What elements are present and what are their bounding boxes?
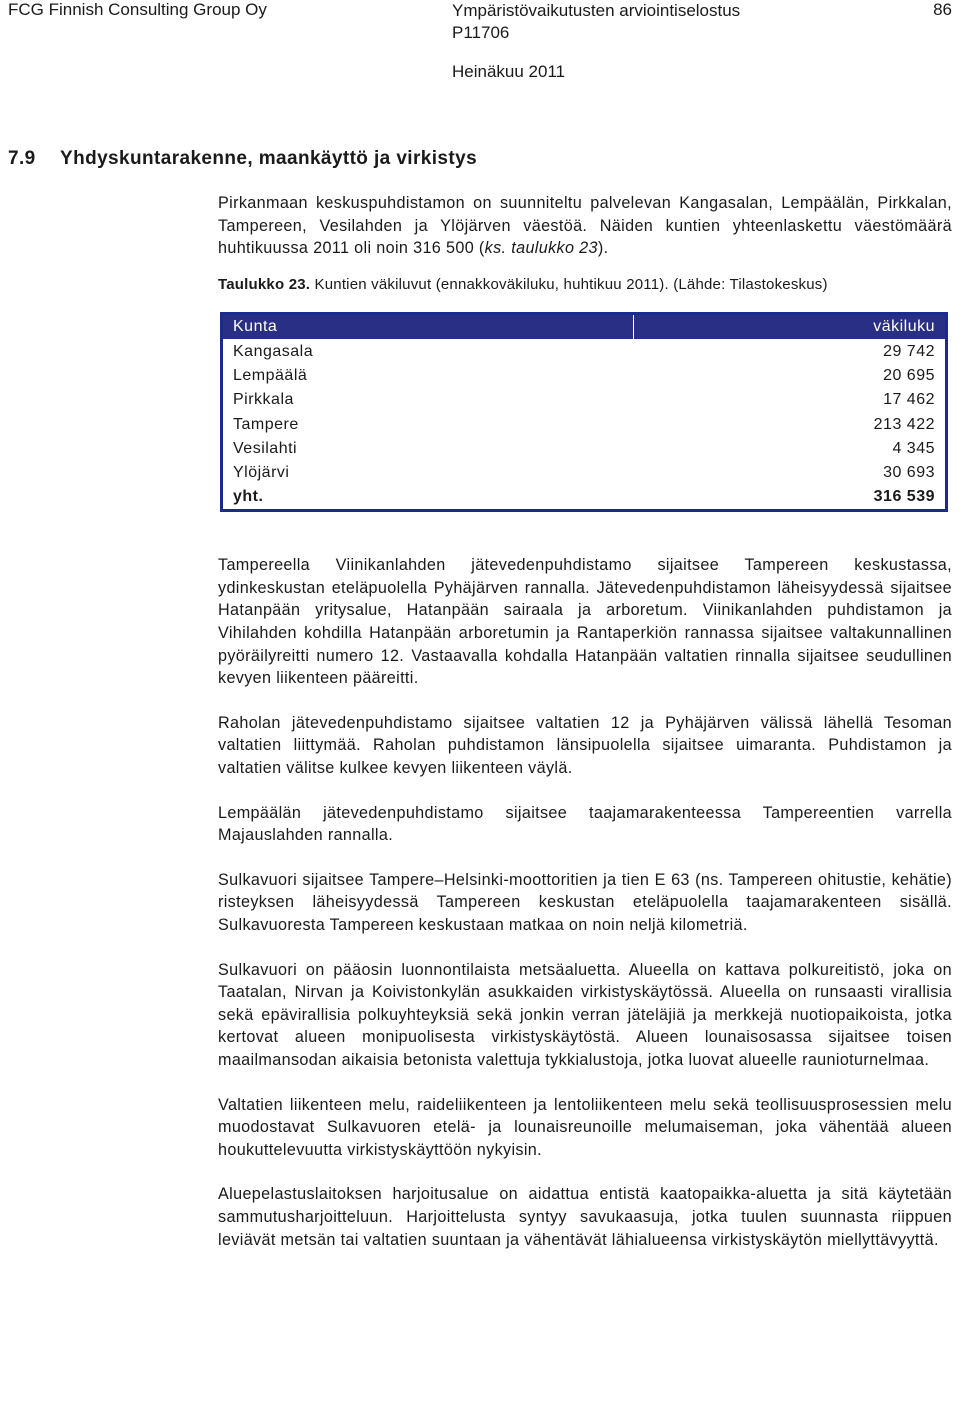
section-number: 7.9: [8, 148, 36, 169]
column-header-kunta: Kunta: [222, 313, 634, 339]
table-header-row: [222, 313, 947, 339]
table-row: [222, 437, 947, 461]
page-number: 86: [933, 0, 952, 19]
page-header: [0, 0, 960, 85]
intro-text: Pirkanmaan keskuspuhdistamon on suunniteltu palvelevan Kangasalan, Lempäälän, Pirkkalan, Tampereen, Vesilahden ja Ylöjärven väestöä. Näiden kuntien yhteenlaskettu väestömäärä huhtikuussa 2011 oli noin 316 500 (: [218, 194, 952, 258]
table-reference-link: ks. taulukko 23: [484, 239, 598, 258]
municipality-cell: Kangasala: [233, 343, 314, 361]
document-title-block: [452, 0, 740, 44]
body-paragraph: Sulkavuori sijaitsee Tampere–Helsinki-moottoritien ja tien E 63 (ns. Tampereen ohitustie, kehätie) risteyksen läheisyydessä Tampereen keskustan eteläpuolella taajamarakenteen sisällä. Sulkavuoresta Tampereen keskustaan matkaa on noin neljä kilometriä.: [218, 870, 952, 934]
municipality-cell: Vesilahti: [233, 439, 298, 457]
municipality-cell: Tampere: [233, 415, 299, 433]
table-caption-label: Taulukko 23.: [218, 275, 311, 293]
municipality-cell: Ylöjärvi: [233, 464, 290, 481]
body-paragraph: Raholan jätevedenpuhdistamo sijaitsee valtatien 12 ja Pyhäjärven välissä lähellä Tesoman valtatien liittymää. Raholan puhdistamon länsipuolella sijaitsee uimaranta. Puhdistamon ja valtatien välitse kulkee kevyen liikenteen väylä.: [218, 713, 952, 778]
intro-paragraph: [218, 192, 952, 260]
population-cell: 4 345: [892, 439, 935, 457]
population-cell: 29 742: [883, 343, 935, 361]
body-paragraph: Aluepelastuslaitoksen harjoitusalue on aidattua entistä kaatopaikka-aluetta ja sitä käytetään sammutusharjoitteluun. Harjoittelusta syntyy savukaasuja, jotka tuulen suunnasta riippuen leviävät metsän tai valtatien suuntaan ja vähentävät lähialueensa virkistyskäytön miellyttävyyttä.: [218, 1185, 952, 1249]
section-title: Yhdyskuntarakenne, maankäyttö ja virkistys: [60, 148, 478, 169]
municipality-cell: Pirkkala: [233, 391, 294, 409]
column-header-vakiluku: väkiluku: [634, 313, 947, 339]
table-row: [222, 364, 947, 388]
body-paragraph: Lempäälän jätevedenpuhdistamo sijaitsee taajamarakenteessa Tampereentien varrella Majauslahden rannalla.: [218, 803, 952, 845]
population-cell: 20 695: [883, 367, 935, 385]
table-caption-text: Kuntien väkiluvut (ennakkoväkiluku, huhtikuu 2011). (Lähde: Tilastokeskus): [310, 275, 828, 293]
population-table: [220, 312, 948, 513]
population-cell: 30 693: [883, 464, 935, 481]
total-label-cell: yht.: [233, 488, 264, 506]
total-value-cell: 316 539: [873, 488, 935, 506]
table-row: [222, 339, 947, 364]
main-content: [218, 192, 952, 1273]
table-row: [222, 388, 947, 412]
company-name: FCG Finnish Consulting Group Oy: [8, 0, 267, 19]
document-date: Heinäkuu 2011: [452, 62, 566, 81]
table-row: [222, 461, 947, 485]
municipality-cell: Lempäälä: [233, 367, 308, 385]
intro-text-end: ).: [597, 239, 609, 258]
document-title: Ympäristövaikutusten arviointiselostus: [452, 1, 741, 20]
project-number: P11706: [452, 23, 510, 42]
table-row: [222, 413, 947, 437]
table-total-row: [222, 485, 947, 511]
body-paragraph: Tampereella Viinikanlahden jätevedenpuhdistamo sijaitsee Tampereen keskustassa, ydinkeskustan eteläpuolella Pyhäjärven rannalla. Jätevedenpuhdistamon läheisyydessä sijaitsee Hatanpään yritysalue, Hatanpään sairaala ja arboretum. Viinikanlahden puhdistamon ja Vihilahden kohdilla Hatanpään arboretumin ja Rantaperkiön rannassa sijaitsee valtakunnallinen pyöräilyreitti numero 12. Vastaavalla kohdalla Hatanpään valtatien rinnalla sijaitsee seudullinen kevyen liikenteen pääreitti.: [218, 556, 952, 688]
body-paragraph: Sulkavuori on pääosin luonnontilaista metsäaluetta. Alueella on kattava polkureitistö, joka on Taatalan, Nirvan ja Koivistonkylän asukkaiden virkistyskäytössä. Alueella on runsaasti virallisia sekä epävirallisia polkuyhteyksiä sekä jonkin verran jäteläjiä ja merkkejä nuotiopaikoista, jotka kertovat alueen monipuolisesta virkistyskäytöstä. Alueen lounaisosassa sijaitsee toisen maailmansodan aikaisia betonista valettuja tykkialustoja, jotka luovat alueelle raunioturnelmaa.: [218, 960, 952, 1069]
body-paragraph: Valtatien liikenteen melu, raideliikenteen ja lentoliikenteen melu sekä teollisuusprosessien melu muodostavat Sulkavuoren etelä- ja lounaisreunoille melumaiseman, joka vähentää alueen houkuttelevuutta virkistyskäyttöön nykyisin.: [218, 1095, 952, 1159]
section-heading: [8, 148, 477, 170]
population-cell: 17 462: [883, 391, 935, 409]
table-caption: [218, 274, 952, 296]
population-cell: 213 422: [873, 415, 935, 433]
